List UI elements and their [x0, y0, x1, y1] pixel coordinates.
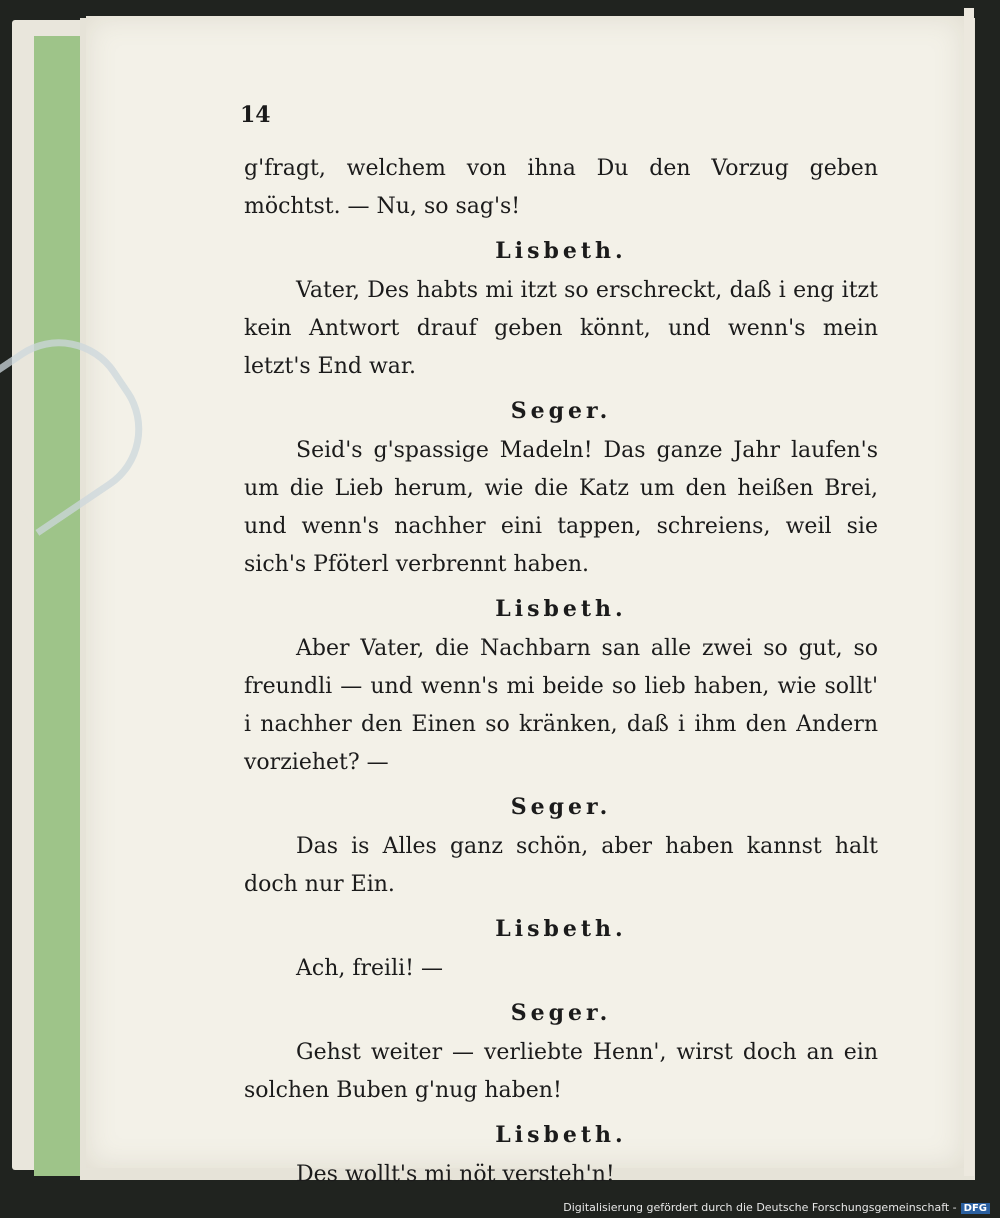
dfg-logo: DFG	[961, 1203, 990, 1214]
speaker-name: Lisbeth.	[495, 916, 627, 942]
speaker-name: Lisbeth.	[495, 1122, 627, 1148]
footer-credit	[563, 1201, 990, 1214]
dialogue-paragraph: Ach, freili! —	[296, 956, 443, 981]
page-number: 14	[240, 102, 271, 128]
speaker-name: Seger.	[510, 1000, 612, 1026]
speaker-name: Seger.	[510, 794, 612, 820]
dialogue-paragraph: Aber Vater, die Nachbarn san alle zwei so gut, so freundli — und wenn's mi beide so lieb haben, wie sollt' i nachher den Einen so kränken, daß i ihm den Andern vorziehet? —	[244, 636, 878, 775]
footer-text: Digitalisierung gefördert durch die Deutsche Forschungsgemeinschaft -	[563, 1201, 957, 1214]
dialogue-paragraph: Gehst weiter — verliebte Henn', wirst doch an ein solchen Buben g'nug haben!	[244, 1040, 878, 1103]
dialogue-paragraph: Seid's g'spassige Madeln! Das ganze Jahr laufen's um die Lieb herum, wie die Katz um den heißen Brei, und wenn's nachher eini tappen, schreiens, weil sie sich's Pföterl verbrennt haben.	[244, 438, 878, 577]
dialogue-paragraph: g'fragt, welchem von ihna Du den Vorzug geben möchtst. — Nu, so sag's!	[244, 156, 878, 219]
dialogue-paragraph: Das is Alles ganz schön, aber haben kannst halt doch nur Ein.	[244, 834, 878, 897]
dialogue-paragraph: Des wollt's mi nöt versteh'n!	[296, 1162, 615, 1187]
speaker-name: Lisbeth.	[495, 596, 627, 622]
page-text	[244, 150, 878, 1194]
dialogue-paragraph: Vater, Des habts mi itzt so erschreckt, daß i eng itzt kein Antwort drauf geben könnt, und wenn's mein letzt's End war.	[244, 278, 878, 379]
speaker-name: Seger.	[510, 398, 612, 424]
page-edge	[964, 8, 974, 1176]
speaker-name: Lisbeth.	[495, 238, 627, 264]
